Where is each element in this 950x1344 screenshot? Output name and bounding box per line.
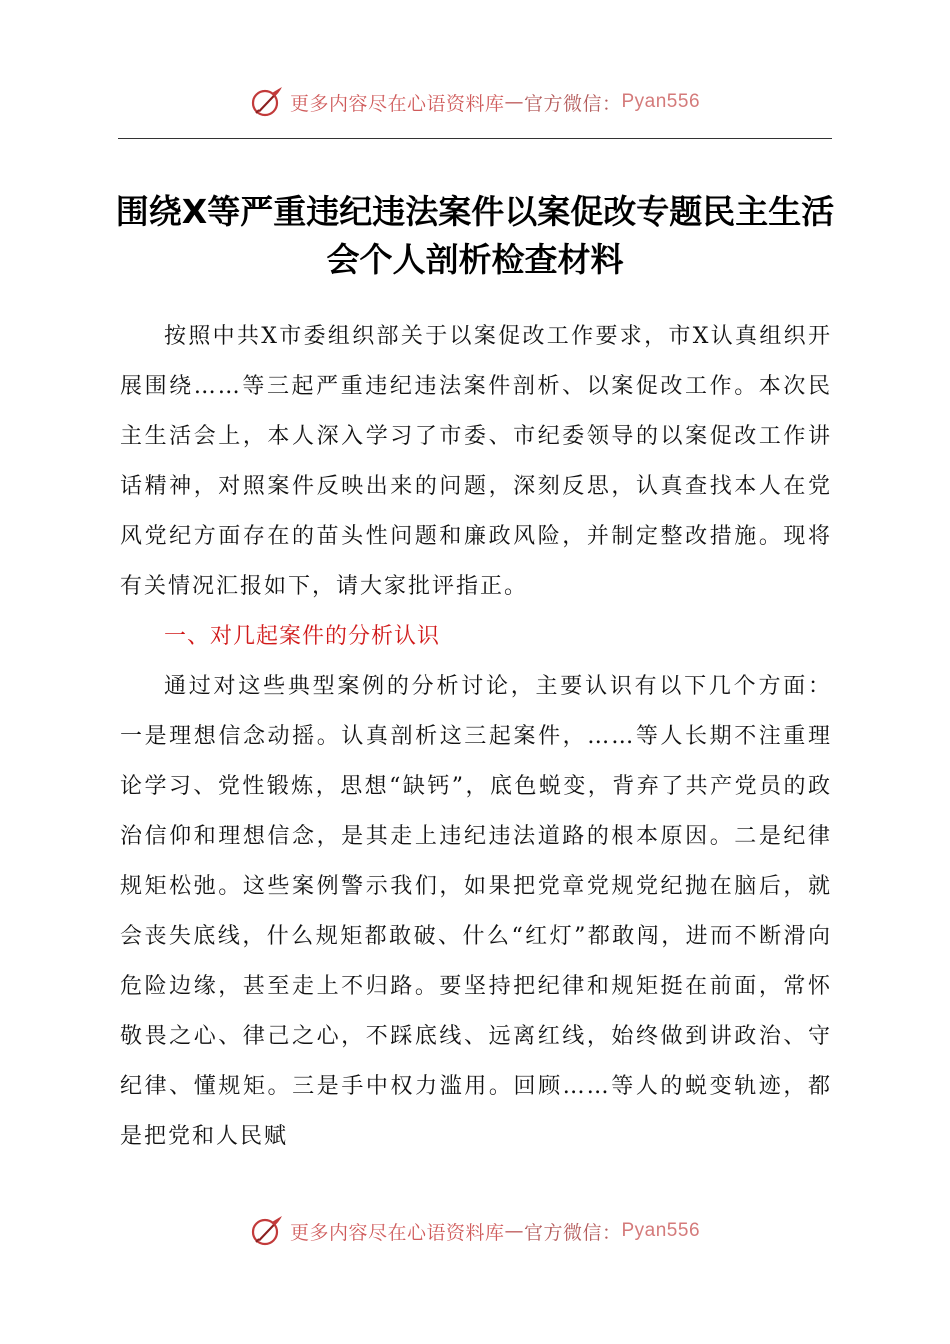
watermark-wechat-id: Pyan556 [621,1220,701,1241]
watermark-brand-text: 更多内容尽在心语资料库 [289,1221,505,1244]
watermark-brand-text: 更多内容尽在心语资料库 [289,92,505,115]
quill-pen-logo-icon [250,1214,284,1248]
footer-watermark [0,1209,950,1253]
watermark-separator: — [504,1220,524,1242]
watermark-wechat-label: 官方微信： [523,1221,622,1244]
watermark-separator: — [504,91,524,113]
document-title: 围绕X等严重违纪违法案件以案促改专题民主生活会个人剖析检查材料 [115,192,835,279]
watermark-wechat-label: 官方微信： [523,92,622,115]
document-body [120,312,832,1162]
section-heading-1: 一、对几起案件的分析认识 [164,624,441,649]
section-1-paragraph: 通过对这些典型案例的分析讨论，主要认识有以下几个方面：一是理想信念动摇。认真剖析这三起案件，……等人长期不注重理论学习、党性锻炼，思想“缺钙”，底色蜕变，背弃了共产党员的政治信仰和理想信念，是其走上违纪违法道路的根本原因。二是纪律规矩松弛。这些案例警示我们，如果把党章党规党纪抛在脑后，就会丧失底线，什么规矩都敢破、什么“红灯”都敢闯，进而不断滑向危险边缘，甚至走上不归路。要坚持把纪律和规矩挺在前面，常怀敬畏之心、律己之心，不踩底线、远离红线，始终做到讲政治、守纪律、懂规矩。三是手中权力滥用。回顾……等人的蜕变轨迹，都是把党和人民赋 [120,674,832,1149]
intro-paragraph: 按照中共X市委组织部关于以案促改工作要求，市X认真组织开展围绕……等三起严重违纪违法案件剖析、以案促改工作。本次民主生活会上，本人深入学习了市委、市纪委领导的以案促改工作讲话精神，对照案件反映出来的问题，深刻反思，认真查找本人在党风党纪方面存在的苗头性问题和廉政风险，并制定整改措施。现将有关情况汇报如下，请大家批评指正。 [120,324,832,599]
header-divider [118,138,832,139]
watermark-wechat-id: Pyan556 [621,91,701,112]
quill-pen-logo-icon [250,85,284,119]
header-watermark [0,80,950,124]
